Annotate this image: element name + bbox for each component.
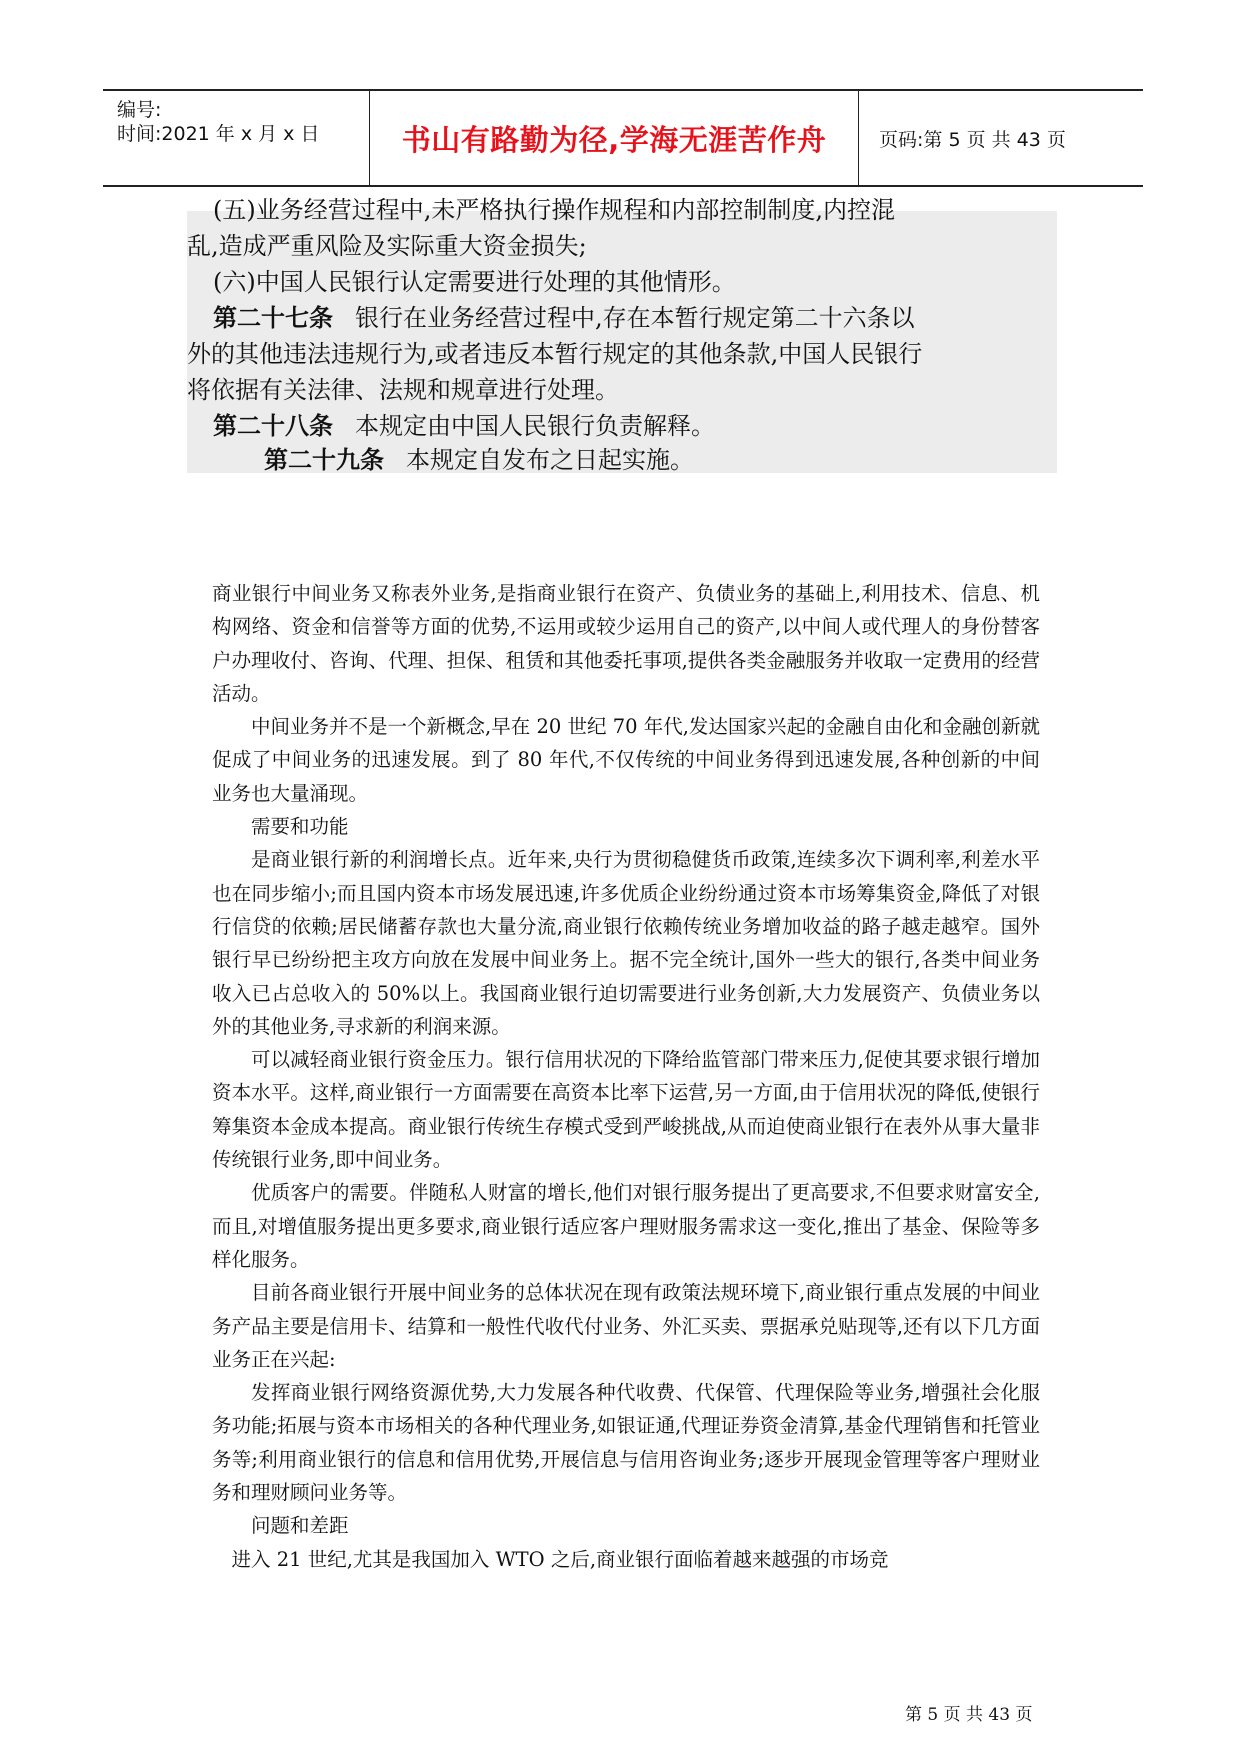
section-heading-problems-gaps: 问题和差距 [251,1514,349,1538]
article-29 [264,442,694,478]
article-28-text: 本规定由中国人民银行负责解释。 [355,412,715,440]
article-27-line2: 外的其他违法违规行为,或者违反本暂行规定的其他条款,中国人民银行 [187,340,923,368]
article-28-title: 第二十八条 [213,412,333,440]
footer-page-number: 第 5 页 共 43 页 [905,1705,1033,1725]
document-time-label: 时间:2021 年 x 月 x 日 [117,123,320,145]
section-heading-needs-functions: 需要和功能 [251,815,349,839]
article-29-title: 第二十九条 [264,446,384,474]
article-clause-5-line1: (五)业务经营过程中,未严格执行操作规程和内部控制制度,内控混 [213,196,895,224]
article-clause-6: (六)中国人民银行认定需要进行处理的其他情形。 [213,268,736,296]
paragraph-quality-clients: 优质客户的需要。伴随私人财富的增长,他们对银行服务提出了更高要求,不但要求财富安全,而且,对增值服务提出更多要求,商业银行适应客户理财服务需求这一变化,推出了基金、保险等多样化服务。 [212,1181,1040,1271]
header-table [103,89,1143,187]
paragraph-history: 中间业务并不是一个新概念,早在 20 世纪 70 年代,发达国家兴起的金融自由化和金融创新就促成了中间业务的迅速发展。到了 80 年代,不仅传统的中间业务得到迅速发展,各种创新的中间业务也大量涌现。 [212,715,1040,805]
paragraph-profit-growth: 是商业银行新的利润增长点。近年来,央行为贯彻稳健货币政策,连续多次下调利率,利差水平也在同步缩小;而且国内资本市场发展迅速,许多优质企业纷纷通过资本市场筹集资金,降低了对银行信贷的依赖;居民储蓄存款也大量分流,商业银行依赖传统业务增加收益的路子越走越窄。国外银行早已纷纷把主攻方向放在发展中间业务上。据不完全统计,国外一些大的银行,各类中间业务收入已占总收入的 50%以上。我国商业银行迫切需要进行业务创新,大力发展资产、负债业务以外的其他业务,寻求新的利润来源。 [212,848,1040,1038]
paragraph-capital-pressure: 可以减轻商业银行资金压力。银行信用状况的下降给监管部门带来压力,促使其要求银行增加资本水平。这样,商业银行一方面需要在高资本比率下运营,另一方面,由于信用状况的降低,使银行筹集资本金成本提高。商业银行传统生存模式受到严峻挑战,从而迫使商业银行在表外从事大量非传统银行业务,即中间业务。 [212,1048,1040,1172]
paragraph-intermediate-business-definition: 商业银行中间业务又称表外业务,是指商业银行在资产、负债业务的基础上,利用技术、信息、机构网络、资金和信誉等方面的优势,不运用或较少运用自己的资产,以中间人或代理人的身份替客户办理收付、咨询、代理、担保、租赁和其他委托事项,提供各类金融服务并收取一定费用的经营活动。 [212,582,1040,705]
article-27-line1 [213,300,915,336]
paragraph-network-advantage: 发挥商业银行网络资源优势,大力发展各种代收费、代保管、代理保险等业务,增强社会化服务功能;拓展与资本市场相关的各种代理业务,如银证通,代理证券资金清算,基金代理销售和托管业务等;利用商业银行的信息和信用优势,开展信息与信用咨询业务;逐步开展现金管理等客户理财业务和理财顾问业务等。 [212,1381,1040,1505]
header-page-number: 页码:第 5 页 共 43 页 [879,129,1066,151]
paragraph-current-status: 目前各商业银行开展中间业务的总体状况在现有政策法规环境下,商业银行重点发展的中间业务产品主要是信用卡、结算和一般性代收代付业务、外汇买卖、票据承兑贴现等,还有以下几方面业务正在兴起: [212,1281,1040,1371]
article-27-line3: 将依据有关法律、法规和规章进行处理。 [187,376,619,404]
article-27-title: 第二十七条 [213,304,333,332]
header-motto-cell [369,91,859,185]
document-number-label: 编号: [117,99,162,121]
article-clause-5-line2: 乱,造成严重风险及实际重大资金损失; [187,232,587,260]
header-page-cell [859,91,1143,185]
header-motto: 书山有路勤为径,学海无涯苦作舟 [401,123,827,157]
article-28 [213,408,715,444]
paragraph-wto: 进入 21 世纪,尤其是我国加入 WTO 之后,商业银行面临着越来越强的市场竞 [231,1547,889,1571]
article-29-text: 本规定自发布之日起实施。 [406,446,694,474]
article-27-text: 银行在业务经营过程中,存在本暂行规定第二十六条以 [355,304,915,332]
header-info-cell [103,91,367,185]
body-text [212,577,1040,1576]
